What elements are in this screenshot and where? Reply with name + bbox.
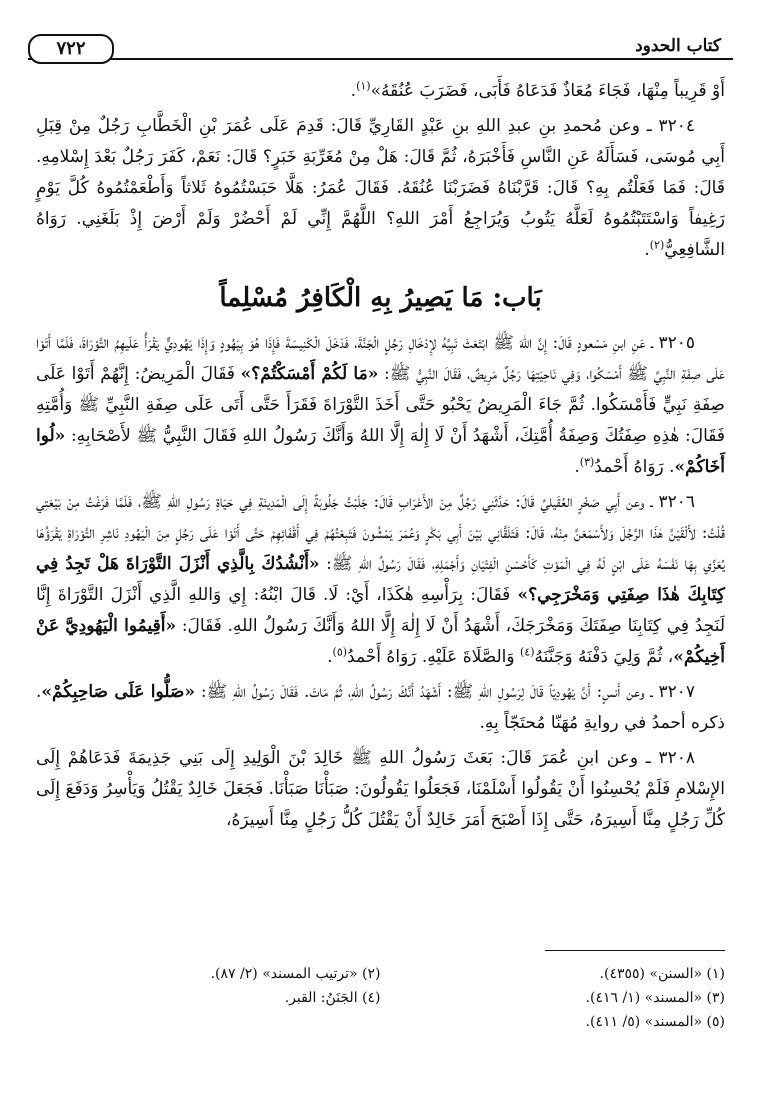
footnote-rule xyxy=(545,950,725,951)
footnote-row xyxy=(36,962,725,986)
hadith-3207 xyxy=(36,677,725,739)
footnote-ref-3: (٣) xyxy=(579,455,595,469)
hadith-3206-source: وَالصَّلَاةَ عَلَيْهِ. رَوَاهُ أَحْمدُ xyxy=(347,647,515,667)
hadith-3207-source: . ذكره أحمدُ في روايةِ مُهَنّا مُحتَجّاً بِهِ. xyxy=(36,682,725,733)
hadith-3205-quote-2: «لُوا أَخَاكُمْ» xyxy=(36,426,725,477)
hadith-3205-source: . رَوَاهُ أَحْمدُ xyxy=(594,457,675,477)
footnote-row xyxy=(36,986,725,1010)
footnote-row xyxy=(36,1010,725,1034)
hadith-3206-quote-2: «أَقِيمُوا الْيَهُودِيَّ عَنْ أَخِيكُمْ» xyxy=(36,616,725,667)
footnote-ref-5: (٥) xyxy=(332,645,348,659)
hadith-3208: ٣٢٠٨ ـ وعن ابنِ عُمَرَ قَالَ: بَعَثَ رَسُولُ اللهِ ﷺ خَالِدَ بْنَ الْوَلِيدِ إِلَى بَنِي جَذِيمَةَ فَدَعَاهُمْ إِلَى الإِسْلامِ فَلَمْ يُحْسِنُوا أَنْ يَقُولُوا أَسْلَمْنَا، فَجَعَلُوا يَقُولُونَ: صَبَأْنَا صَبَأْنَا. فَجَعَلَ خَالِدٌ يَقْتُلُ وَيَأْسِرُ وَدَفَعَ إِلَى كُلِّ رَجُلٍ مِنَّا أَسِيرَهُ، حَتَّى إِذَا أَصْبَحَ أَمَرَ خَالِدٌ أَنْ يَقْتُلَ كُلُّ رَجُلٍ مِنَّا أَسِيرَهُ، xyxy=(36,748,725,830)
hadith-3206-text-c: ، ثُمَّ وَلِيَ دَفْنَهُ وَجَنَّنَهُ xyxy=(534,647,674,667)
hadith-3206-text-a: ٣٢٠٦ ـ وعن أَبِي صَخْرٍ العُقَيليِّ قَالَ: حَدَّثَنِي رَجُلٌ مِنَ الأَعْرَابِ قَالَ: جَلَبْتُ جَلُوبَةً إِلَى الْمَدِينَةِ فِي حَيَاةِ رَسُولِ اللهِ ﷺ، فَلَمَّا فَرَغْتُ مِنْ بَيْعَتِي قُلْتُ: لأَلْقَيَنَّ هٰذَا الرَّجُلَ وَلأَسْمَعَنَّ مِنْهُ، قَالَ: فَتَلَقَّانِي بَيْنَ أَبِي بَكْرٍ وَعُمَرَ يَمْشُونَ فَتَبِعْتُهُمْ فِي أَقْفَائِهِمْ حَتَّى أَتَوْا عَلَى رَجُلٍ مِنَ الْيَهُودِ نَاشِرِ التَّوْرَاةِ يَقْرَؤُهَا يُعَزِّي بِهَا نَفْسَهُ عَلَى ابْنٍ لَهُ فِي الْمَوْتِ كَأَحْسَنِ الْفِتْيَانِ وَأَجْمَلِهِ، فَقَالَ رَسُولُ اللهِ ﷺ: xyxy=(36,492,725,574)
header-rule xyxy=(28,58,733,60)
footnote-ref-2: (٢) xyxy=(649,238,665,252)
main-text xyxy=(36,76,725,840)
book-title: كتاب الحدود xyxy=(635,36,721,56)
footnote-1: (١) «السنن» (٤٣٥٥). xyxy=(599,966,725,982)
hadith-3205-text-b: فَقَالَ الْمَرِيضُ: إِنَّهُمْ أَتَوْا عَلَى صِفَةِ نَبِيٍّ فَأَمْسَكُوا. ثُمَّ جَاءَ الْمَرِيضُ يَحْبُو حَتَّى أَخَذَ التَّوْرَاةَ فَقَرَأَ حَتَّى أَتَى عَلَى صِفَةِ النَّبِيِّ ﷺ وَأُمَّتِهِ فَقَالَ: هٰذِهِ صِفَتُكَ وَصِفَةُ أُمَّتِكَ، أَشْهَدُ أَنْ لَا إِلٰهَ إِلَّا اللهُ وَأَنَّكَ رَسُولُ اللهِ فَقَالَ النَّبِيُّ ﷺ لأَصْحَابِهِ: xyxy=(36,364,726,446)
footnote-ref-4: (٤) xyxy=(520,645,535,659)
hadith-3204: ٣٢٠٤ ـ وعن مُحمدِ بنِ عبدِ اللهِ بنِ عَبْدٍ القَارِيِّ قَالَ: قَدِمَ عَلَى عُمَرَ بْنِ الْخَطَّابِ رَجُلٌ مِنْ قِبَلِ أَبِي مُوسَى، فَسَأَلَهُ عَنِ النَّاسِ فَأَخْبَرَهُ، ثُمَّ قَالَ: هَلْ مِنْ مُغَرِّبَةِ خَبَرٍ؟ قَالَ: نَعَمْ، كَفَرَ رَجُلٌ بَعْدَ إِسْلامِهِ. قَالَ: فَمَا فَعَلْتُم بِهِ؟ قَالَ: قَرَّبْنَاهُ فَضَرَبْنَا عُنُقَهُ. فَقَالَ عُمَرُ: هَلَّا حَبَسْتُمُوهُ ثَلاثاً وَأَطْعَمْتُمُوهُ كُلَّ يَوْمٍ رَغِيفاً وَاسْتَتَبْتُمُوهُ لَعَلَّهُ يَتُوبُ وَيُرَاجِعُ أَمْرَ اللهِ؟ اللَّهُمَّ إِنِّي لَمْ أَحْضُرْ وَلَمْ أَرْضَ إِذْ بَلَغَنِي. رَوَاهُ الشَّافِعِيُّ$^{(٢)}$. xyxy=(36,116,725,260)
paragraph-continuation: أَوْ قَرِيباً مِنْهَا، فَجَاءَ مُعَاذٌ فَدَعَاهُ فَأَبَى، فَضَرَبَ عُنُقَهُ»$^{(١)}$. xyxy=(350,79,725,101)
hadith-3207-quote: «صَلُّوا عَلَى صَاحِبِكُمْ» xyxy=(41,682,195,702)
footnote-ref-1: (١) xyxy=(356,79,371,93)
hadith-3206-quote-1: «أَنْشُدُكَ بِالَّذِي أَنْزَلَ التَّوْرَاةَ هَلْ تَجِدُ فِي كِتَابِكَ هٰذَا صِفَتِي وَمَخْرَجِي؟» xyxy=(36,554,725,605)
page-header xyxy=(28,34,733,64)
continuation-text: أَوْ قَرِيباً مِنْهَا، فَجَاءَ مُعَاذٌ فَدَعَاهُ فَأَبَى، فَضَرَبَ عُنُقَهُ» xyxy=(370,81,725,101)
hadith-3207-text-a: ٣٢٠٧ ـ وعن أَنسٍ: أَنَّ يَهُودِيّاً قَالَ لِرَسُولِ اللهِ ﷺ: أَشْهَدُ أَنَّكَ رَسُولُ اللهِ، ثُمَّ مَاتَ. فَقَالَ رَسُولُ اللهِ ﷺ: xyxy=(200,682,695,702)
footnote-3: (٣) «المسند» (١/ ٤١٦). xyxy=(585,990,725,1006)
chapter-heading: بَاب: مَا يَصِيرُ بِهِ الْكَافِرُ مُسْلِماً xyxy=(219,283,542,313)
hadith-3205-quote-1: «مَا لَكُمْ أَمْسَكْتُمْ؟» xyxy=(240,364,379,384)
footnote-2: (٢) «ترتيب المسند» (٢/ ٨٧). xyxy=(210,966,381,982)
footnote-5: (٥) «المسند» (٥/ ٤١١). xyxy=(585,1014,725,1030)
hadith-3206-text-b: فَقَالَ: بِرَأْسِهِ هٰكَذَا، أَيْ: لَا. قَالَ ابْنُهُ: إِي وَاللهِ الَّذِي أَنْزَلَ التَّوْرَاةَ إِنَّا لَنَجِدُ فِي كِتَابِنَا صِفَتَكَ وَمَخْرَجَكَ، أَشْهَدُ أَنْ لَا إِلٰهَ إِلَّا اللهُ وَأَنَّكَ رَسُولُ اللهِ. فَقَالَ: xyxy=(36,585,726,636)
footnotes xyxy=(36,962,725,1034)
page-number: ٧٢٢ xyxy=(28,34,114,64)
hadith-3205-text-a: ٣٢٠٥ ـ عَنِ ابنِ مَسْعودٍ قَالَ: إِنَّ اللهَ ﷺ ابْتَعَثَ نَبِيَّهُ لإِدْخَالِ رَجُلٍ الْجَنَّةَ، فَدَخَلَ الْكَنِيسَةَ فَإِذَا هُوَ بِيَهُودٍ وَإِذَا يَهُودِيٌّ يَقْرَأُ عَلَيهِمُ التَّوْرَاةَ، فَلَمَّا أَتَوْا عَلَى صِفَةِ النَّبِيِّ ﷺ أَمْسَكُوا، وَفِي نَاحِيَتِهَا رَجُلٌ مَرِيضٌ، فَقَالَ النَّبِيُّ ﷺ: xyxy=(36,333,725,384)
footnote-4: (٤) الجَنَنُ: القبر. xyxy=(284,990,381,1006)
hadith-3206: ٣٢٠٦ ـ وعن أَبِي صَخْرٍ العُقَيليِّ قَالَ: حَدَّثَنِي رَجُلٌ مِنَ الأَعْرَابِ قَالَ: جَلَبْتُ جَلُوبَةً إِلَى الْمَدِينَةِ فِي حَيَاةِ رَسُولِ اللهِ ﷺ، فَلَمَّا فَرَغْتُ مِنْ بَيْعَتِي قُلْتُ: لأَلْقَيَنَّ هٰذَا الرَّجُلَ وَلأَسْمَعَنَّ مِنْهُ، قَالَ: فَتَلَقَّانِي بَيْنَ أَبِي بَكْرٍ وَعُمَرَ يَمْشُونَ فَتَبِعْتُهُمْ فِي أَقْفَائِهِمْ حَتَّى أَتَوْا عَلَى رَجُلٍ مِنَ الْيَهُودِ نَاشِرِ التَّوْرَاةِ يَقْرَؤُهَا يُعَزِّي بِهَا نَفْسَهُ عَلَى ابْنٍ لَهُ فِي الْمَوْتِ كَأَحْسَنِ الْفِتْيَانِ وَأَجْمَلِهِ، فَقَالَ رَسُولُ اللهِ ﷺ: «أَنْشُدُكَ بِالَّذِي أَنْزَلَ التَّوْرَاةَ هَلْ تَجِدُ فِي كِتَابِكَ هٰذَا صِفَتِي وَمَخْرَجِي؟» فَقَالَ: بِرَأْسِهِ هٰكَذَا، أَيْ: لَا. قَالَ ابْنُهُ: إِي وَاللهِ الَّذِي أَنْزَلَ التَّوْرَاةَ إِنَّا لَنَجِدُ فِي كِتَابِنَا صِفَتَكَ وَمَخْرَجَكَ، أَشْهَدُ أَنْ لَا إِلٰهَ إِلَّا اللهُ وَأَنَّكَ رَسُولُ اللهِ. فَقَالَ: «أَقِيمُوا الْيَهُودِيَّ عَنْ أَخِيكُمْ»، ثُمَّ وَلِيَ دَفْنَهُ وَجَنَّنَهُ$^{(٤)}$ وَالصَّلَاةَ عَلَيْهِ. رَوَاهُ أَحْمدُ$^{(٥)}$. xyxy=(36,492,726,667)
hadith-3204-text: ٣٢٠٤ ـ وعن مُحمدِ بنِ عبدِ اللهِ بنِ عَبْدٍ القَارِيِّ قَالَ: قَدِمَ عَلَى عُمَرَ بْنِ الْخَطَّابِ رَجُلٌ مِنْ قِبَلِ أَبِي مُوسَى، فَسَأَلَهُ عَنِ النَّاسِ فَأَخْبَرَهُ، ثُمَّ قَالَ: هَلْ مِنْ مُغَرِّبَةِ خَبَرٍ؟ قَالَ: نَعَمْ، كَفَرَ رَجُلٌ بَعْدَ إِسْلامِهِ. قَالَ: فَمَا فَعَلْتُم بِهِ؟ قَالَ: قَرَّبْنَاهُ فَضَرَبْنَا عُنُقَهُ. فَقَالَ عُمَرُ: هَلَّا حَبَسْتُمُوهُ ثَلاثاً وَأَطْعَمْتُمُوهُ كُلَّ يَوْمٍ رَغِيفاً وَاسْتَتَبْتُمُوهُ لَعَلَّهُ يَتُوبُ وَيُرَاجِعُ أَمْرَ اللهِ؟ اللَّهُمَّ إِنِّي لَمْ أَحْضُرْ وَلَمْ أَرْضَ إِذْ بَلَغَنِي. رَوَاهُ الشَّافِعِيُّ xyxy=(36,116,725,260)
hadith-3205: ٣٢٠٥ ـ عَنِ ابنِ مَسْعودٍ قَالَ: إِنَّ اللهَ ﷺ ابْتَعَثَ نَبِيَّهُ لإِدْخَالِ رَجُلٍ الْجَنَّةَ، فَدَخَلَ الْكَنِيسَةَ فَإِذَا هُوَ بِيَهُودٍ وَإِذَا يَهُودِيٌّ يَقْرَأُ عَلَيهِمُ التَّوْرَاةَ، فَلَمَّا أَتَوْا عَلَى صِفَةِ النَّبِيِّ ﷺ أَمْسَكُوا، وَفِي نَاحِيَتِهَا رَجُلٌ مَرِيضٌ، فَقَالَ النَّبِيُّ ﷺ: «مَا لَكُمْ أَمْسَكْتُمْ؟» فَقَالَ الْمَرِيضُ: إِنَّهُمْ أَتَوْا عَلَى صِفَةِ نَبِيٍّ فَأَمْسَكُوا. ثُمَّ جَاءَ الْمَرِيضُ يَحْبُو حَتَّى أَخَذَ التَّوْرَاةَ فَقَرَأَ حَتَّى أَتَى عَلَى صِفَةِ النَّبِيِّ ﷺ وَأُمَّتِهِ فَقَالَ: هٰذِهِ صِفَتُكَ وَصِفَةُ أُمَّتِكَ، أَشْهَدُ أَنْ لَا إِلٰهَ إِلَّا اللهُ وَأَنَّكَ رَسُولُ اللهِ فَقَالَ النَّبِيُّ ﷺ لأَصْحَابِهِ: «لُوا أَخَاكُمْ». رَوَاهُ أَحْمدُ$^{(٣)}$. xyxy=(36,333,726,477)
